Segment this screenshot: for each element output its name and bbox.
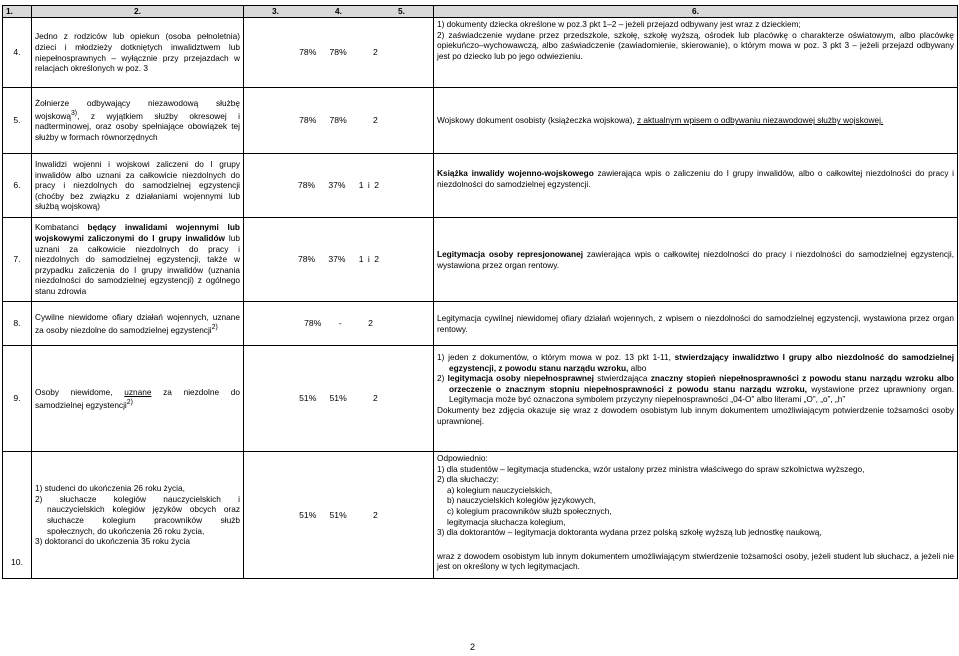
group-text: Osoby niewidome, [35, 387, 125, 398]
header-col-5: 5. [398, 6, 405, 17]
doc-text: albo [628, 362, 647, 373]
header-col-3-5 [244, 6, 434, 18]
row-discounts: 51% 51% 2 [244, 346, 434, 452]
row-group [32, 88, 244, 154]
doc-item: 2) zaświadczenie wydane przez przedszkole, szkołę, szkołę wyższą, ośrodek lub placówkę o charakterze oświatowym, albo placówkę opiekuńczo–wychowawczą, albo zaświadczenie (zawiadomienie, skierowanie), o którym mowa w poz. 3 pkt 3 – jeżeli przejazd odbywany jest po dziecko lub po jego odwiezieniu. [437, 29, 954, 61]
row-group: Jedno z rodziców lub opiekun (osoba pełnoletnia) dzieci i młodzieży dotkniętych inwalidztwem lub niepełnosprawnych – wyłącznie przy przejazdach w relacjach określonych w poz. 3 [32, 18, 244, 88]
header-row [3, 6, 958, 18]
doc-subitem: a) kolegium nauczycielskich, [447, 484, 553, 495]
doc-text: 2) [437, 373, 448, 384]
group-text: Żołnierze odbywający niezawodową służbę wojskową [35, 98, 240, 121]
group-bold: będący inwalidami wojennymi lub wojskowymi zaliczonymi do I grupy inwalidów [35, 222, 240, 244]
doc-text: stwierdzająca [593, 373, 651, 384]
table-row [3, 18, 958, 88]
doc-subitem: c) kolegium pracowników służb społecznych, [447, 505, 612, 516]
row-documents [434, 18, 958, 88]
row-group [32, 218, 244, 302]
footnote-ref: 2) [126, 398, 133, 406]
row-discounts: 78% 37% 1 i 2 [244, 218, 434, 302]
doc-item: 2) dla słuchaczy: [437, 474, 499, 485]
row-number: 7. [3, 218, 32, 302]
doc-subitem: b) nauczycielskich kolegiów językowych, [447, 495, 596, 506]
discount-table [2, 5, 958, 579]
row-documents [434, 88, 958, 154]
row-discounts: 78% 78% 2 [244, 88, 434, 154]
header-col-1: 1. [3, 6, 32, 18]
doc-item: 1) dokumenty dziecka określone w poz.3 pkt 1–2 – jeżeli przejazd odbywany jest wraz z dzieckiem; [437, 19, 801, 29]
row-number: 9. [3, 346, 32, 452]
group-text: Kombatanci [35, 222, 88, 233]
page-number: 2 [470, 642, 476, 652]
group-text: lub uznani za całkowicie niezdolnych do pracy i niezdolnych do samodzielnej egzystencji, także w przypadku zaliczenia do I grupy inwalidów (uznania niezdolności do samodzielnej egzystencji) z ogólnego stanu zdrowia [35, 233, 240, 296]
row-group [32, 346, 244, 452]
row-number: 6. [3, 154, 32, 218]
row-group [32, 452, 244, 579]
row-number: 10. [3, 452, 32, 579]
table-row [3, 154, 958, 218]
row-documents [434, 218, 958, 302]
row-documents: Legitymacja cywilnej niewidomej ofiary działań wojennych, z wpisem o niezdolności do samodzielnej egzystencji, wystawiona przez organ rentowy. [434, 302, 958, 346]
doc-text: zawierająca wpis o całkowitej niezdolności do pracy i niezdolności do samodzielnej egzystencji, wystawiona przez organ rentowy. [437, 248, 954, 270]
table-row [3, 346, 958, 452]
doc-text: zawierająca wpis o zaliczeniu do I grupy inwalidów, albo o całkowitej niezdolności do pracy i niezdolności do samodzielnej egzystencji. [437, 168, 954, 189]
group-item: 3) doktoranci do ukończenia 35 roku życia [35, 536, 190, 547]
row-documents [434, 154, 958, 218]
header-col-6: 6. [434, 6, 958, 18]
doc-bold: legitymacja osoby niepełnosprawnej [447, 373, 594, 384]
row-discounts: 78% 78% 2 [244, 18, 434, 88]
doc-item [437, 373, 954, 405]
doc-item [437, 352, 954, 373]
group-text: , z wyjątkiem służby okresowej i nadterminowej, oraz osoby spełniające obowiązek tej służby w formach równorzędnych [35, 110, 240, 142]
table-row [3, 218, 958, 302]
header-col-4: 4. [335, 6, 342, 17]
doc-item: 1) dla studentów – legitymacja studencka, wzór ustalony przez ministra właściwego do spraw szkolnictwa wyższego, [437, 463, 865, 474]
doc-subitem: legitymacja słuchacza kolegium, [447, 516, 566, 527]
row-group: Inwalidzi wojenni i wojskowi zaliczeni do I grupy inwalidów albo uznani za całkowicie niezdolnych do pracy i niezdolnych do samodzielnej egzystencji (choćby bez związku z działaniami wojennymi lub służbą wojskową) [32, 154, 244, 218]
footnote-ref: 2) [211, 323, 218, 331]
row-number: 8. [3, 302, 32, 346]
doc-text: wystawione przez uprawniony organ. Legitymacja może być oznaczona symbolem przyczyny niepełnosprawności „04-O” albo literami „O”, „o”, „h” [449, 383, 955, 405]
doc-text-underlined: z aktualnym wpisem o odbywaniu niezawodowej służby wojskowej. [636, 115, 884, 126]
row-discounts: 78% - 2 [244, 302, 434, 346]
group-text: za niezdolne do samodzielnej egzystencji [35, 387, 240, 410]
doc-title: Odpowiednio: [437, 453, 488, 463]
row-discounts: 78% 37% 1 i 2 [244, 154, 434, 218]
doc-item: 3) dla doktorantów – legitymacja doktoranta wydana przez polską szkołę wyższą lub jednostkę naukową, [437, 527, 822, 538]
header-col-2: 2. [32, 6, 244, 18]
table-row [3, 302, 958, 346]
row-documents [434, 346, 958, 452]
doc-item: wraz z dowodem osobistym lub innym dokumentem umożliwiającym stwierdzenie tożsamości osoby, jeżeli student lub słuchacz, a jeżeli nie jest on określony w tych legitymacjach. [437, 550, 954, 572]
doc-bold: znaczny stopień niepełnosprawności z powodu stanu narządu wzroku albo orzeczenie o znacznym stopniu niepełnosprawności z powodu stanu narządu wzroku, [449, 373, 955, 394]
footnote-ref: 3) [70, 110, 78, 118]
doc-bold: Legitymacja osoby represjonowanej [437, 248, 584, 259]
table-row [3, 452, 958, 579]
doc-bold: stwierdzający inwalidztwo I grupy albo niezdolność do samodzielnej egzystencji, z powodu stanu narządu wzroku, [449, 352, 954, 373]
table-row [3, 88, 958, 154]
row-documents [434, 452, 958, 579]
doc-bold: Książka inwalidy wojenno-wojskowego [437, 168, 594, 178]
row-number: 4. [3, 18, 32, 88]
group-item: 2) słuchacze kolegiów nauczycielskich i nauczycielskich kolegiów języków obcych oraz słuchacze kolegium pracowników służb społecznych, do ukończenia 26 roku życia, [35, 493, 240, 536]
group-text: Cywilne niewidome ofiary działań wojennych, uznane za osoby niezdolne do samodzielnej egzystencji [35, 312, 240, 335]
doc-text: Wojskowy dokument osobisty (książeczka wojskowa), [437, 115, 637, 126]
row-number: 5. [3, 88, 32, 154]
row-discounts: 51% 51% 2 [244, 452, 434, 579]
doc-text: 1) jeden z dokumentów, o którym mowa w poz. 13 pkt 1-11, [437, 352, 675, 362]
doc-item: Dokumenty bez zdjęcia okazuje się wraz z dowodem osobistym lub innym dokumentem umożliwiającym potwierdzenie tożsamości osoby uprawnionej. [437, 404, 954, 426]
row-group [32, 302, 244, 346]
header-col-3: 3. [272, 6, 279, 17]
group-item: 1) studenci do ukończenia 26 roku życia, [35, 483, 185, 494]
group-underlined: uznane [124, 387, 152, 398]
spacer [437, 538, 954, 551]
